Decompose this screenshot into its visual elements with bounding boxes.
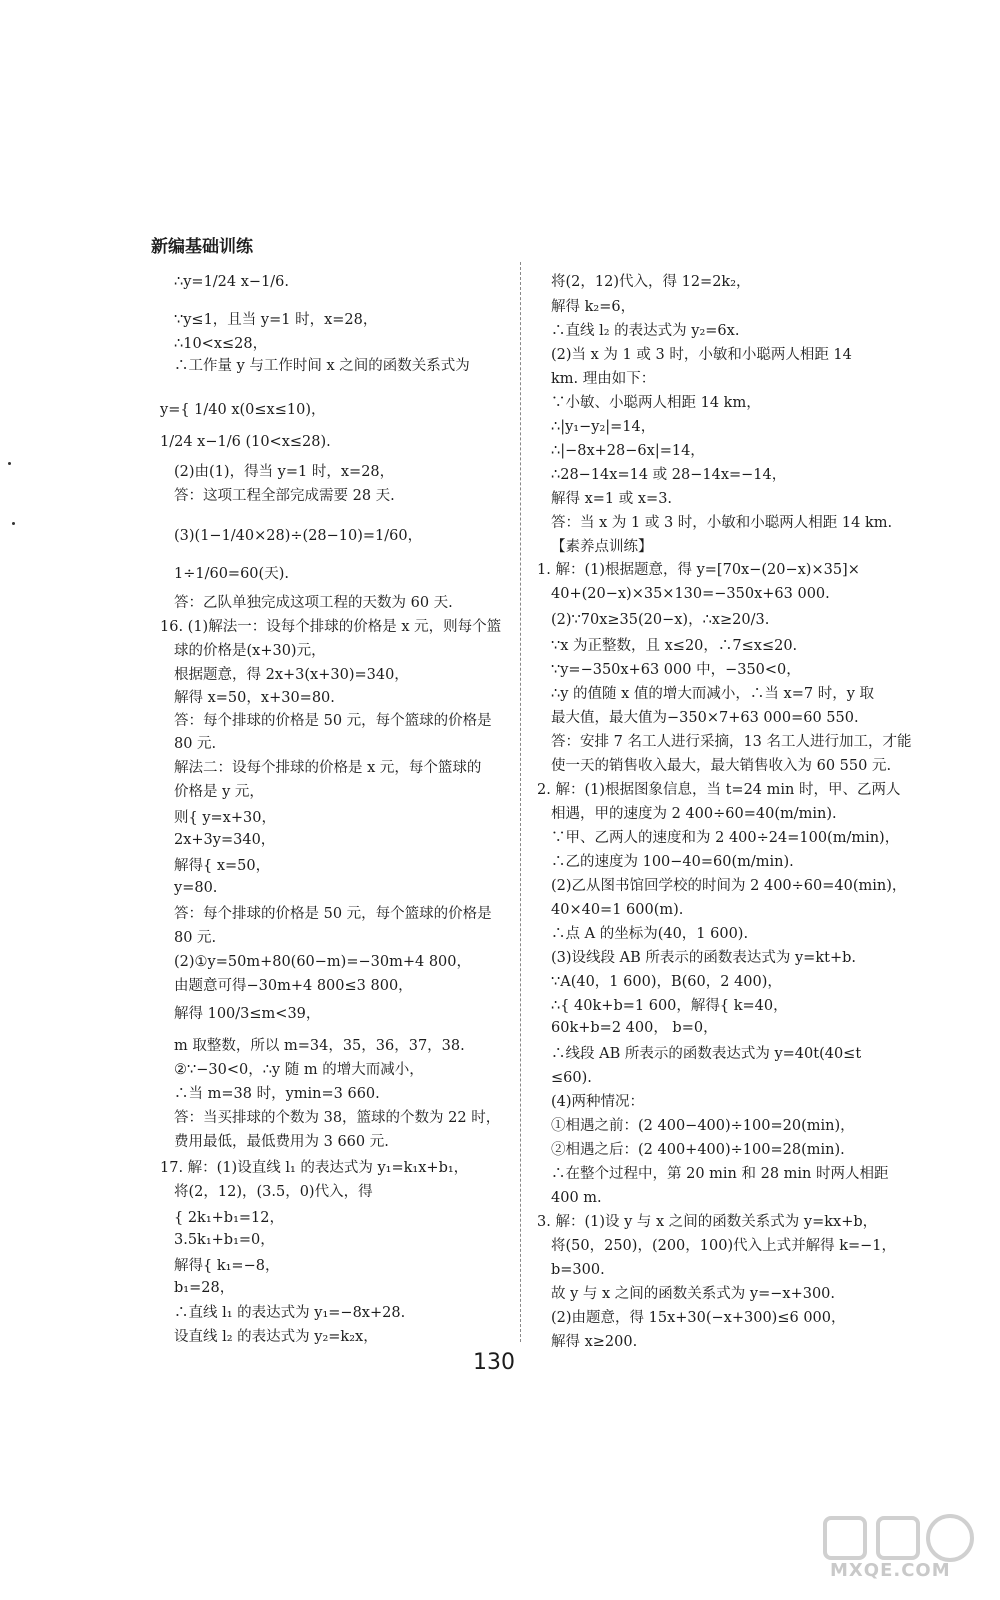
text-line: ∴|y₁−y₂|=14， bbox=[551, 419, 656, 435]
text-line: (2)①y=50m+80(60−m)=−30m+4 800， bbox=[174, 954, 472, 970]
text-line: ∵A(40，1 600)，B(60，2 400)， bbox=[551, 974, 782, 990]
text-line: 1. 解：(1)根据题意，得 y=[70x−(20−x)×35]× bbox=[537, 562, 860, 578]
page-number: 130 bbox=[473, 1350, 515, 1375]
text-line: 解得 x=1 或 x=3. bbox=[551, 491, 673, 507]
text-line: y=80. bbox=[174, 880, 218, 896]
text-line: b₁=28， bbox=[174, 1280, 235, 1296]
text-line: ②相遇之后：(2 400+400)÷100=28(min). bbox=[551, 1142, 845, 1158]
text-line: 40×40=1 600(m). bbox=[551, 902, 684, 918]
text-line: 最大值，最大值为−350×7+63 000=60 550. bbox=[551, 710, 859, 726]
text-line: 解得{ k₁=−8， bbox=[174, 1258, 280, 1274]
text-line: (2)乙从图书馆回学校的时间为 2 400÷60=40(min)， bbox=[551, 878, 907, 894]
text-line: ∴工作量 y 与工作时间 x 之间的函数关系式为 bbox=[174, 358, 470, 374]
text-line: 故 y 与 x 之间的函数关系式为 y=−x+300. bbox=[551, 1286, 836, 1302]
text-line: 答：这项工程全部完成需要 28 天. bbox=[174, 488, 395, 504]
text-line: 2. 解：(1)根据图象信息，当 t=24 min 时，甲、乙两人 bbox=[537, 782, 901, 798]
text-line: ∴线段 AB 所表示的函数表达式为 y=40t(40≤t bbox=[551, 1046, 862, 1062]
text-line: (2)∵70x≥35(20−x)，∴x≥20/3. bbox=[551, 612, 770, 628]
text-line: 3. 解：(1)设 y 与 x 之间的函数关系式为 y=kx+b， bbox=[537, 1214, 878, 1230]
text-line: ∴|−8x+28−6x|=14， bbox=[551, 443, 705, 459]
text-line: 400 m. bbox=[551, 1190, 602, 1206]
margin-dot bbox=[12, 522, 15, 525]
text-line: ∵y=−350x+63 000 中，−350<0， bbox=[551, 662, 801, 678]
text-line: ∴y=1/24 x−1/6. bbox=[174, 274, 290, 290]
watermark-text: MXQE.COM bbox=[830, 1560, 951, 1581]
text-line: ∴直线 l₂ 的表达式为 y₂=6x. bbox=[551, 323, 740, 339]
text-line: (4)两种情况： bbox=[551, 1094, 645, 1110]
text-line: 相遇，甲的速度为 2 400÷60=40(m/min). bbox=[551, 806, 837, 822]
text-line: 80 元. bbox=[174, 736, 217, 752]
text-line: 解得 x=50，x+30=80. bbox=[174, 690, 335, 706]
text-line: 答：乙队单独完成这项工程的天数为 60 天. bbox=[174, 595, 453, 611]
text-line: (3)(1−1/40×28)÷(28−10)=1/60， bbox=[174, 528, 423, 544]
text-line: 根据题意，得 2x+3(x+30)=340， bbox=[174, 667, 409, 683]
text-line: 解得 x≥200. bbox=[551, 1334, 638, 1350]
text-line: ≤60). bbox=[551, 1070, 592, 1086]
text-line: 【素养点训练】 bbox=[551, 539, 653, 555]
text-line: ②∵−30<0，∴y 随 m 的增大而减小， bbox=[174, 1062, 424, 1078]
text-line: 设直线 l₂ 的表达式为 y₂=k₂x， bbox=[174, 1329, 378, 1345]
text-line: 将(50，250)，(200，100)代入上式并解得 k=−1， bbox=[551, 1238, 897, 1254]
text-line: km. 理由如下： bbox=[551, 371, 656, 387]
text-line: 1/24 x−1/6 (10<x≤28). bbox=[160, 434, 331, 450]
text-line: 答：每个排球的价格是 50 元，每个篮球的价格是 bbox=[174, 713, 492, 729]
text-line: 1÷1/60=60(天). bbox=[174, 566, 289, 582]
text-line: 3.5k₁+b₁=0， bbox=[174, 1232, 275, 1248]
text-line: m 取整数，所以 m=34，35，36，37，38. bbox=[174, 1038, 465, 1054]
text-line: 则{ y=x+30， bbox=[174, 810, 276, 826]
text-line: ∴直线 l₁ 的表达式为 y₁=−8x+28. bbox=[174, 1305, 406, 1321]
text-line: 解得 k₂=6， bbox=[551, 299, 636, 315]
text-line: 解得 100/3≤m<39， bbox=[174, 1006, 321, 1022]
text-line: ∵x 为正整数，且 x≤20，∴7≤x≤20. bbox=[551, 638, 798, 654]
text-line: ①相遇之前：(2 400−400)÷100=20(min)， bbox=[551, 1118, 855, 1134]
text-line: 答：当 x 为 1 或 3 时，小敏和小聪两人相距 14 km. bbox=[551, 515, 893, 531]
text-line: 2x+3y=340， bbox=[174, 832, 276, 848]
text-line: 将(2，12)代入，得 12=2k₂， bbox=[551, 274, 751, 290]
text-line: 球的价格是(x+30)元， bbox=[174, 643, 326, 659]
text-line: 使一天的销售收入最大，最大销售收入为 60 550 元. bbox=[551, 758, 892, 774]
text-line: (3)设线段 AB 所表示的函数表达式为 y=kt+b. bbox=[551, 950, 856, 966]
text-line: ∴10<x≤28， bbox=[174, 336, 268, 352]
margin-dot bbox=[8, 462, 11, 465]
text-line: { 2k₁+b₁=12， bbox=[174, 1210, 285, 1226]
text-line: ∵小敏、小聪两人相距 14 km， bbox=[551, 395, 761, 411]
text-line: 价格是 y 元， bbox=[174, 784, 264, 800]
text-line: (2)由(1)，得当 y=1 时，x=28， bbox=[174, 464, 395, 480]
text-line: ∴{ 40k+b=1 600，解得{ k=40， bbox=[551, 998, 788, 1014]
text-line: ∴点 A 的坐标为(40，1 600). bbox=[551, 926, 749, 942]
text-line: (2)由题意，得 15x+30(−x+300)≤6 000， bbox=[551, 1310, 846, 1326]
header-title: 新编基础训练 bbox=[151, 237, 253, 257]
text-line: ∴28−14x=14 或 28−14x=−14， bbox=[551, 467, 787, 483]
text-line: ∴当 m=38 时，ymin=3 660. bbox=[174, 1086, 380, 1102]
text-line: 由题意可得−30m+4 800≤3 800， bbox=[174, 978, 413, 994]
text-line: 将(2，12)，(3.5，0)代入，得 bbox=[174, 1184, 373, 1200]
text-line: b=300. bbox=[551, 1262, 605, 1278]
text-line: (2)当 x 为 1 或 3 时，小敏和小聪两人相距 14 bbox=[551, 347, 852, 363]
text-line: 解法二：设每个排球的价格是 x 元，每个篮球的 bbox=[174, 760, 482, 776]
text-line: 解得{ x=50， bbox=[174, 858, 271, 874]
text-line: ∴乙的速度为 100−40=60(m/min). bbox=[551, 854, 794, 870]
text-line: 17. 解：(1)设直线 l₁ 的表达式为 y₁=k₁x+b₁， bbox=[160, 1160, 469, 1176]
text-line: 16. (1)解法一：设每个排球的价格是 x 元，则每个篮 bbox=[160, 619, 502, 635]
text-line: y={ 1/40 x(0≤x≤10)， bbox=[160, 402, 326, 418]
text-line: 60k+b=2 400， b=0， bbox=[551, 1020, 718, 1036]
text-line: 80 元. bbox=[174, 930, 217, 946]
text-line: ∴在整个过程中，第 20 min 和 28 min 时两人相距 bbox=[551, 1166, 889, 1182]
text-line: 费用最低，最低费用为 3 660 元. bbox=[174, 1134, 389, 1150]
text-line: ∵y≤1，且当 y=1 时，x=28， bbox=[174, 312, 378, 328]
text-line: 答：安排 7 名工人进行采摘，13 名工人进行加工，才能 bbox=[551, 734, 912, 750]
text-line: 答：每个排球的价格是 50 元，每个篮球的价格是 bbox=[174, 906, 492, 922]
column-divider bbox=[520, 262, 521, 1342]
text-line: ∵甲、乙两人的速度和为 2 400÷24=100(m/min)， bbox=[551, 830, 900, 846]
text-line: ∴y 的值随 x 值的增大而减小，∴当 x=7 时，y 取 bbox=[551, 686, 874, 702]
text-line: 答：当买排球的个数为 38，篮球的个数为 22 时， bbox=[174, 1110, 501, 1126]
text-line: 40+(20−x)×35×130=−350x+63 000. bbox=[551, 586, 830, 602]
